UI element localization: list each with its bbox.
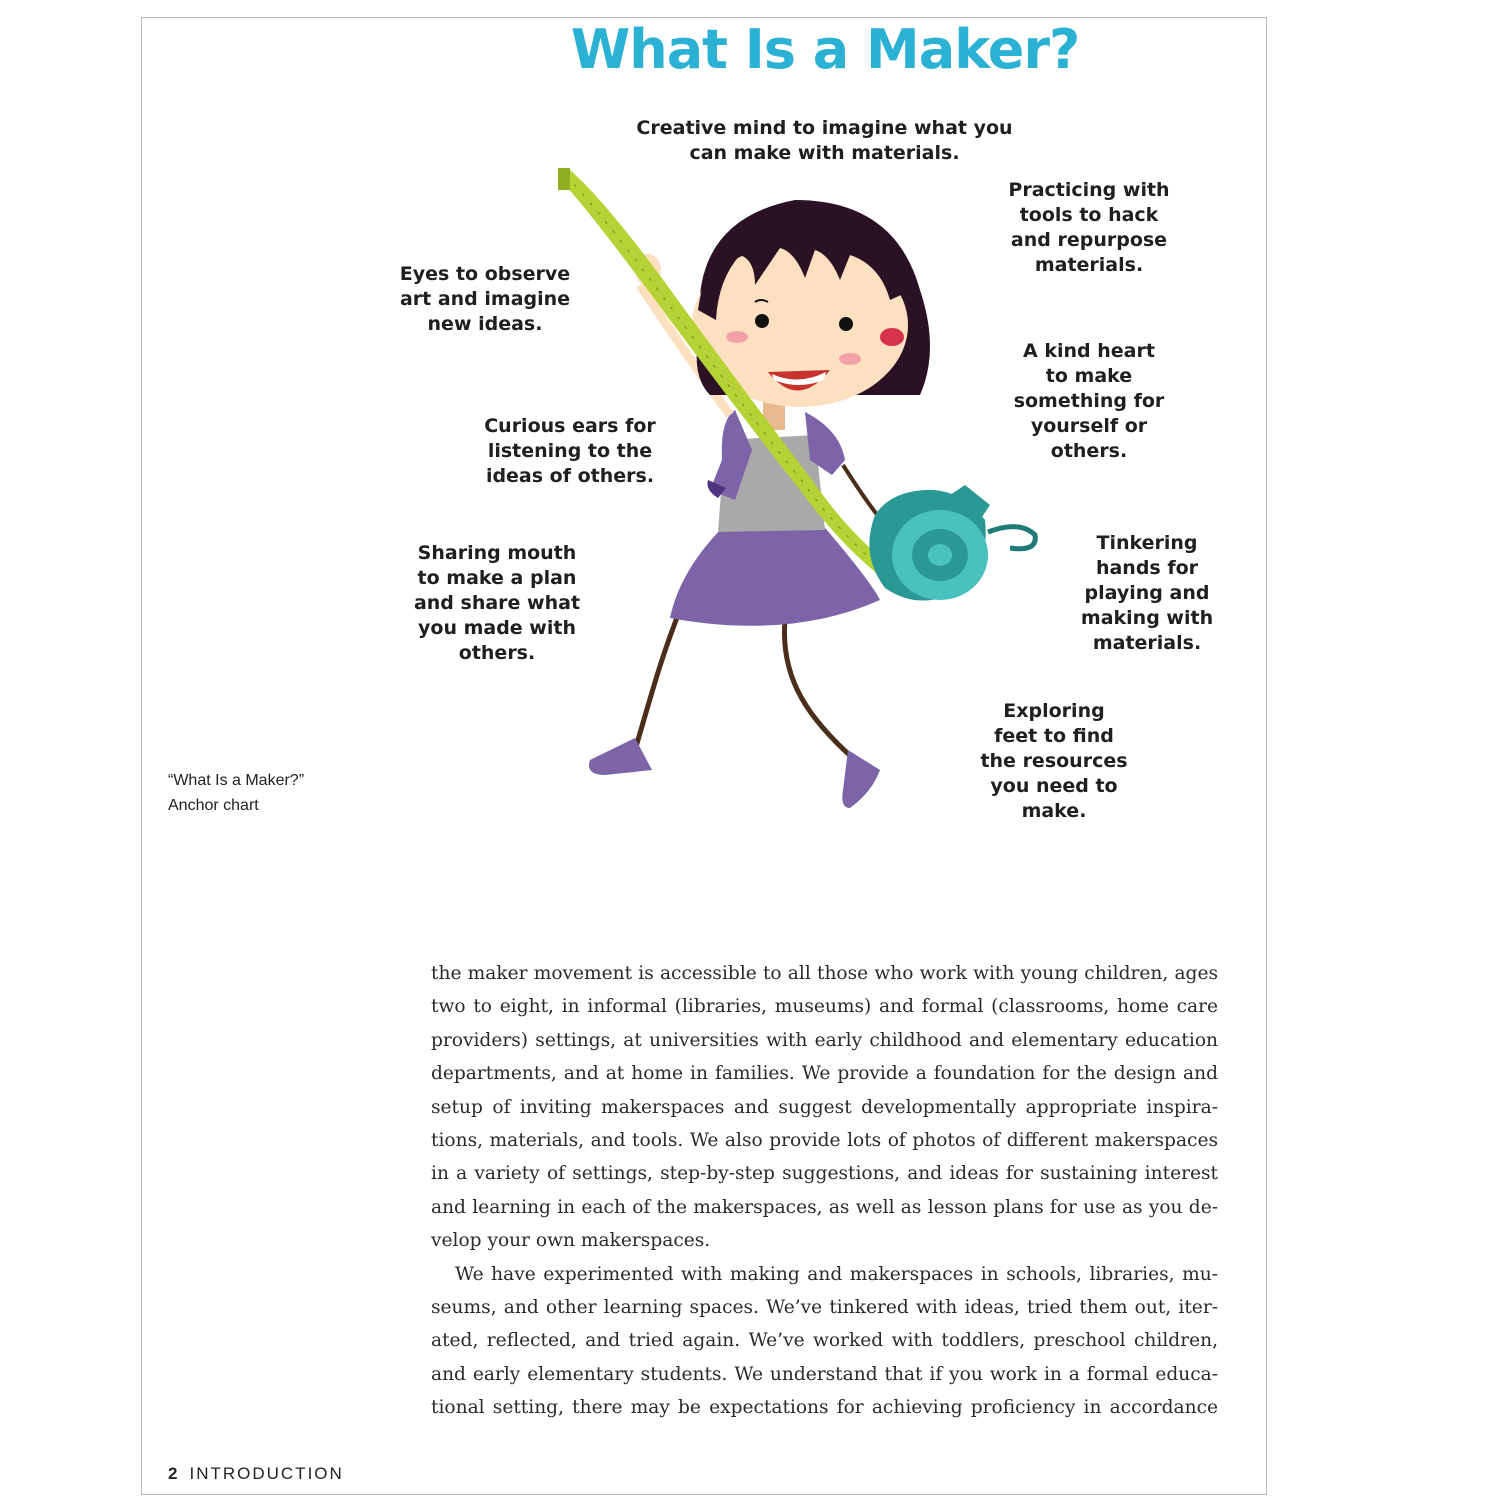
label-eyes: Eyes to observe art and imagine new ideas. xyxy=(399,263,571,335)
page-title: What Is a Maker? xyxy=(570,18,1080,81)
figure-caption: “What Is a Maker?” Anchor chart xyxy=(168,772,305,814)
label-sharing-mouth: Sharing mouth to make a plan and share what you made with others. xyxy=(413,542,581,664)
body-text xyxy=(431,957,1218,1425)
paragraph-1: the maker movement is accessible to all those who work with young children, ages two to eight, in informal (libraries, museums) and formal (classrooms, home care providers) settings, at universities with early childhood and elementary education departments, and at home in families. We provide a foundation for the design and setup of inviting makerspaces and suggest developmentally appropriate inspira- tions, materials, and tools. We also provide lots of photos of different makerspaces in a variety of settings, step-by-step suggestions, and ideas for sustaining interest and learning in each of the makerspaces, as well as lesson plans for use as you de- velop your own makerspaces. xyxy=(431,963,1218,1252)
section-name: INTRODUCTION xyxy=(189,1464,344,1483)
label-exploring-feet: Exploring feet to find the resources you need to make. xyxy=(980,700,1128,822)
page-footer xyxy=(168,1464,344,1484)
label-tinkering-hands: Tinkering hands for playing and making with materials. xyxy=(1080,532,1214,654)
paragraph-2: We have experimented with making and makerspaces in schools, libraries, mu- seums, and other learning spaces. We’ve tinkered with ideas, tried them out, iter- ated, reflected, and tried again. We’ve worked with toddlers, preschool children, and early elementary students. We understand that if you work in a formal educa- tional setting, there may be expectations for achieving proficiency in accordance xyxy=(431,1263,1218,1419)
page-number: 2 xyxy=(168,1464,178,1483)
label-creative-mind: Creative mind to imagine what you can make with materials. xyxy=(636,117,1013,164)
label-kind-heart: A kind heart to make something for yourself or others. xyxy=(1013,340,1165,462)
label-curious-ears: Curious ears for listening to the ideas of others. xyxy=(484,415,656,487)
label-practicing-tools: Practicing with tools to hack and repurpose materials. xyxy=(1008,179,1170,276)
